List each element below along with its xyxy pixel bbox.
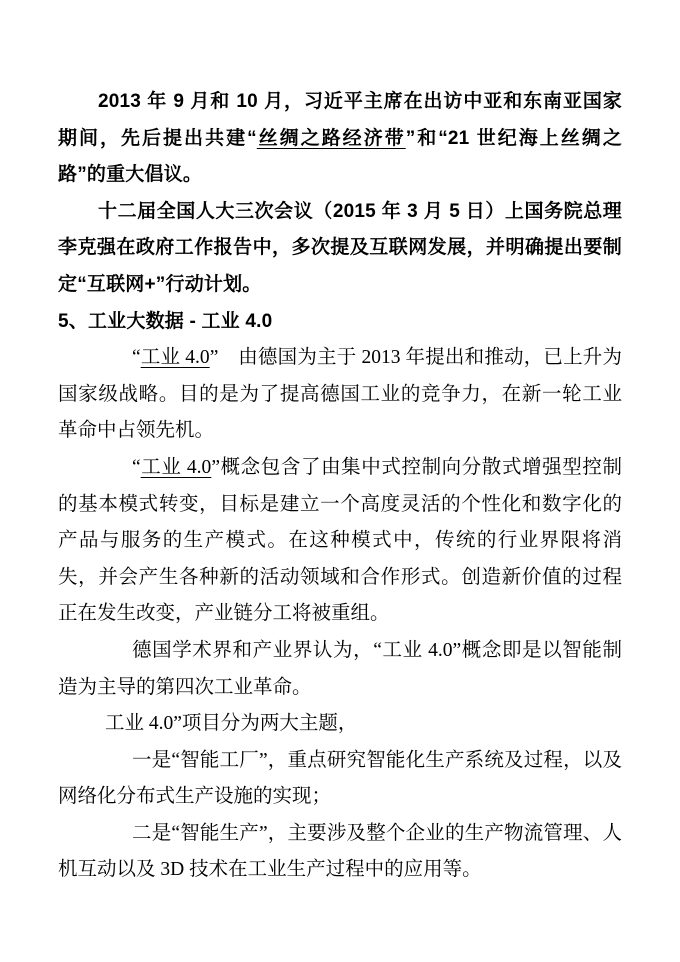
underlined-text-run: 工业 4.0: [140, 347, 210, 369]
text-run: 二是“智能生产”，主要涉及整个企业的生产物流管理、人机互动以及 3D 技术在工业生产过程中的应用等。: [58, 822, 622, 881]
text-run: 5、工业大数据 - 工业 4.0: [58, 310, 273, 332]
text-run: ”和“21 世纪海上丝绸之路”的重大倡议。: [58, 127, 622, 186]
text-run: 十二届全国人大三次会议（2015 年 3 月 5 日）上国务院总理李克强在政府工作报告中，多次提及互联网发展，并明确提出要制定“互联网+”行动计划。: [58, 200, 622, 295]
underlined-text-run: 丝绸之路经济带: [256, 127, 406, 149]
paragraph-npc-internet-plus: [58, 194, 622, 304]
paragraph-belt-and-road: [58, 84, 622, 194]
paragraph-fourth-industrial-revolution: [58, 633, 622, 706]
paragraph-smart-production: [58, 816, 622, 889]
text-run: ”概念包含了由集中式控制向分散式增强型控制的基本模式转变，目标是建立一个高度灵活的个性化和数字化的产品与服务的生产模式。在这种模式中，传统的行业界限将消失，并会产生各种新的活动领域和合作形式。创造新价值的过程正在发生改变，产业链分工将被重组。: [58, 456, 622, 625]
section-heading-industrial-big-data: [58, 304, 622, 341]
paragraph-industry40-origin: [58, 340, 622, 450]
text-run: 工业 4.0”项目分为两大主题，: [105, 713, 358, 735]
text-run: ” 由德国为主于 2013 年提出和推动，已上升为国家级战略。目的是为了提高德国工业的竞争力，在新一轮工业革命中占领先机。: [58, 347, 622, 442]
paragraph-smart-factory: [58, 743, 622, 816]
paragraph-two-major-themes: [58, 706, 622, 743]
text-run: 德国学术界和产业界认为，“工业 4.0”概念即是以智能制造为主导的第四次工业革命。: [58, 639, 622, 698]
underlined-text-run: 工业 4.0: [140, 456, 212, 478]
text-run: “: [132, 456, 141, 478]
text-run: 一是“智能工厂”，重点研究智能化生产系统及过程，以及网络化分布式生产设施的实现；: [58, 749, 622, 808]
text-run: “: [132, 347, 141, 369]
paragraph-industry40-concept: [58, 450, 622, 633]
text-run: 2013 年 9 月和 10 月，习近平主席在出访中亚和东南亚国家期间，先后提出共建“: [58, 91, 622, 149]
